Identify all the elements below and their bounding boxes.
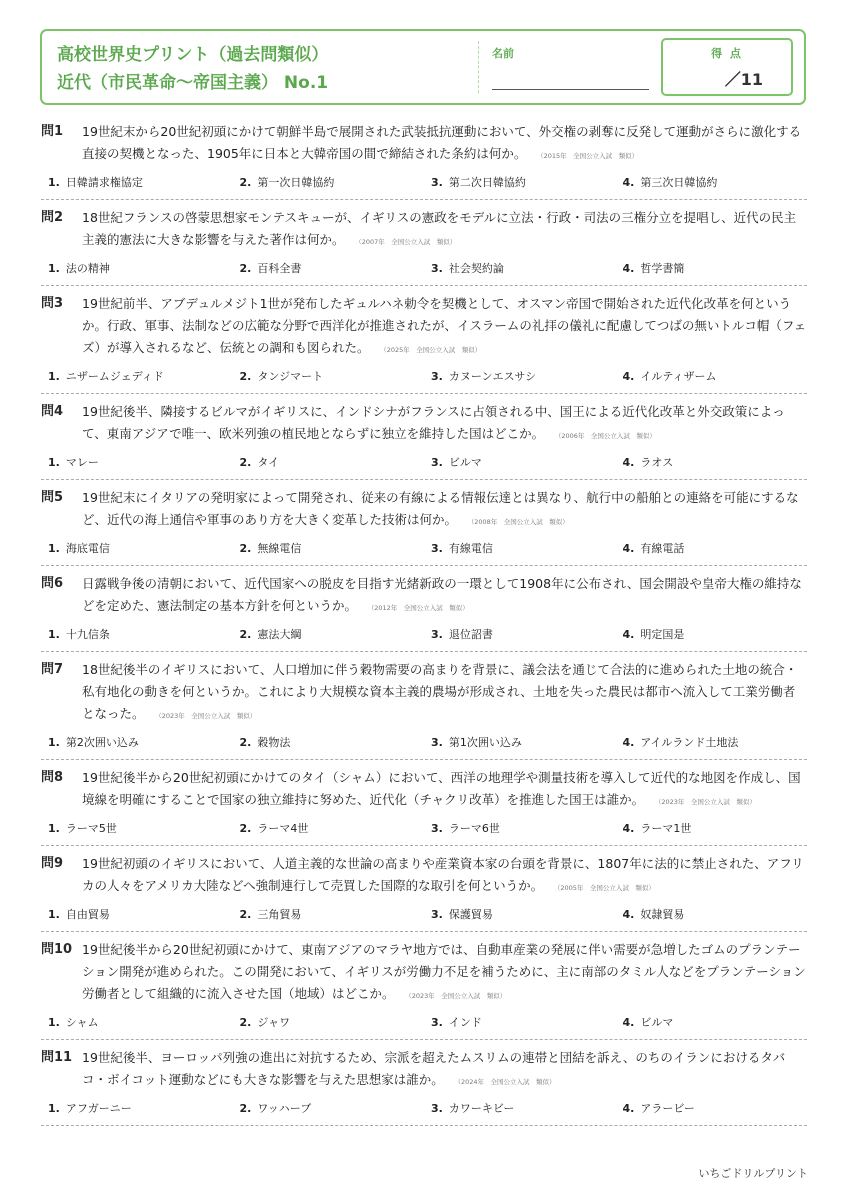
header-box — [40, 29, 806, 105]
question-text: 19世紀後半、隣接するビルマがイギリスに、インドシナがフランスに占領される中、国王による近代化改革と外交政策によって、東南アジアで唯一、欧米列強の植民地とならずに独立を維持した国はどこか。 — [82, 404, 785, 441]
question-number: 問10 — [41, 942, 73, 957]
name-label: 名前 — [492, 47, 514, 60]
question-number: 問5 — [41, 490, 64, 505]
choice-list — [41, 905, 807, 925]
choice-2[interactable]: 2. 三角貿易 — [239, 908, 302, 921]
choice-4[interactable]: 4. 有線電話 — [622, 542, 685, 555]
question-number: 問7 — [41, 662, 64, 677]
question-6 — [41, 573, 807, 652]
choice-4[interactable]: 4. 奴隷貿易 — [622, 908, 685, 921]
choice-list — [41, 173, 807, 193]
choice-4[interactable]: 4. アラービー — [622, 1102, 695, 1115]
choice-1[interactable]: 1. 第2次囲い込み — [48, 736, 139, 749]
question-9 — [41, 853, 807, 932]
title-line-1: 高校世界史プリント（過去問類似） — [57, 45, 329, 65]
question-source: （2025年 全国公立入試 類似） — [383, 346, 482, 354]
choice-4[interactable]: 4. 哲学書簡 — [622, 262, 685, 275]
question-8 — [41, 767, 807, 846]
question-source: （2024年 全国公立入試 類似） — [457, 1078, 556, 1086]
choice-4[interactable]: 4. ラオス — [622, 456, 674, 469]
choice-list — [41, 1099, 807, 1119]
choice-2[interactable]: 2. 百科全書 — [239, 262, 302, 275]
question-source: （2015年 全国公立入試 類似） — [540, 152, 639, 160]
choice-3[interactable]: 3. 有線電信 — [431, 542, 493, 555]
question-1 — [41, 121, 807, 200]
question-text: 19世紀前半、アブデュルメジト1世が発布したギュルハネ勅令を契機として、オスマン帝国で開始された近代化改革を何というか。行政、軍事、法制などの広範な分野で西洋化が推進されたが、イスラームの礼拝の儀礼に配慮してつばの無いトルコ帽（フェズ）が導入されるなど、伝統との調和も図られた。 — [82, 296, 807, 355]
question-source: （2023年 全国公立入試 類似） — [158, 712, 257, 720]
question-number: 問8 — [41, 770, 64, 785]
question-source: （2023年 全国公立入試 類似） — [658, 798, 756, 806]
question-10 — [41, 939, 807, 1040]
question-source: （2007年 全国公立入試 類似） — [358, 238, 457, 246]
choice-4[interactable]: 4. ビルマ — [622, 1016, 674, 1029]
choice-2[interactable]: 2. 憲法大綱 — [239, 628, 302, 641]
choice-3[interactable]: 3. ビルマ — [431, 456, 482, 469]
page-title — [57, 41, 328, 97]
choice-3[interactable]: 3. 退位詔書 — [431, 628, 493, 641]
header-divider — [478, 41, 479, 93]
choice-2[interactable]: 2. 穀物法 — [239, 736, 291, 749]
choice-2[interactable]: 2. タンジマート — [239, 370, 324, 383]
choice-3[interactable]: 3. 第二次日韓協約 — [431, 176, 526, 189]
choice-list — [41, 259, 807, 279]
choice-list — [41, 819, 807, 839]
choice-2[interactable]: 2. 無線電信 — [239, 542, 302, 555]
question-number: 問6 — [41, 576, 64, 591]
question-number: 問11 — [41, 1050, 73, 1065]
choice-4[interactable]: 4. ラーマ1世 — [622, 822, 692, 835]
question-text: 19世紀初頭のイギリスにおいて、人道主義的な世論の高まりや産業資本家の台頭を背景に、1807年に法的に禁止された、アフリカの人々をアメリカ大陸などへ強制連行して売買した国際的な取引を何というか。 — [82, 856, 804, 893]
choice-1[interactable]: 1. マレー — [48, 456, 99, 469]
choice-3[interactable]: 3. 保護貿易 — [431, 908, 493, 921]
question-7 — [41, 659, 807, 760]
choice-list — [41, 733, 807, 753]
choice-3[interactable]: 3. 第1次囲い込み — [431, 736, 522, 749]
choice-list — [41, 367, 807, 387]
score-box — [661, 38, 793, 96]
question-number: 問9 — [41, 856, 64, 871]
choice-3[interactable]: 3. インド — [431, 1016, 482, 1029]
question-2 — [41, 207, 807, 286]
question-number: 問1 — [41, 124, 64, 139]
choice-list — [41, 625, 807, 645]
choice-1[interactable]: 1. 法の精神 — [48, 262, 110, 275]
title-line-2: 近代（市民革命〜帝国主義） No.1 — [57, 73, 329, 93]
question-text: 19世紀後半から20世紀初頭にかけて、東南アジアのマラヤ地方では、自動車産業の発展に伴い需要が急増したゴムのプランテーション開発が進められた。この開発において、イギリスが労働力不足を補うために、主に南部のタミル人などをプランテーション労働者として組織的に流入させた国（地域）はどこか。 — [82, 942, 806, 1001]
question-text: 19世紀後半から20世紀初頭にかけてのタイ（シャム）において、西洋の地理学や測量技術を導入して近代的な地図を作成し、国境線を明確にすることで国家の独立維持に努めた、近代化（チャクリ改革）を推進した国王は誰か。 — [82, 770, 801, 807]
question-number: 問3 — [41, 296, 64, 311]
question-source: （2005年 全国公立入試 類似） — [557, 884, 655, 892]
choice-4[interactable]: 4. アイルランド土地法 — [622, 736, 739, 749]
question-list — [41, 121, 807, 1133]
question-text: 19世紀末から20世紀初頭にかけて朝鮮半島で展開された武装抵抗運動において、外交権の剥奪に反発して運動がさらに激化する直接の契機となった、1905年に日本と大韓帝国の間で締結された条約は何か。 — [82, 124, 802, 161]
question-text: 18世紀フランスの啓蒙思想家モンテスキューが、イギリスの憲政をモデルに立法・行政・司法の三権分立を提唱し、近代の民主主義的憲法に大きな影響を与えた著作は何か。 — [82, 210, 797, 247]
question-number: 問2 — [41, 210, 64, 225]
choice-1[interactable]: 1. 日韓請求権協定 — [48, 176, 143, 189]
choice-1[interactable]: 1. 十九信条 — [48, 628, 110, 641]
choice-3[interactable]: 3. ラーマ6世 — [431, 822, 500, 835]
choice-3[interactable]: 3. カヌーンエスサシ — [431, 370, 537, 383]
score-label: 得 点 — [711, 47, 743, 60]
choice-2[interactable]: 2. ワッハーブ — [239, 1102, 312, 1115]
choice-1[interactable]: 1. 海底電信 — [48, 542, 110, 555]
choice-1[interactable]: 1. 自由貿易 — [48, 908, 110, 921]
question-number: 問4 — [41, 404, 64, 419]
choice-4[interactable]: 4. 第三次日韓協約 — [622, 176, 718, 189]
choice-4[interactable]: 4. 明定国是 — [622, 628, 685, 641]
choice-1[interactable]: 1. ラーマ5世 — [48, 822, 117, 835]
question-4 — [41, 401, 807, 480]
choice-list — [41, 1013, 807, 1033]
choice-3[interactable]: 3. 社会契約論 — [431, 262, 504, 275]
score-total: ／11 — [724, 70, 763, 89]
choice-3[interactable]: 3. カワーキビー — [431, 1102, 515, 1115]
question-3 — [41, 293, 807, 394]
question-source: （2006年 全国公立入試 類似） — [558, 432, 656, 440]
question-source: （2008年 全国公立入試 類似） — [471, 518, 569, 526]
choice-4[interactable]: 4. イルティザーム — [622, 370, 717, 383]
choice-1[interactable]: 1. アフガーニー — [48, 1102, 132, 1115]
question-text: 19世紀後半、ヨーロッパ列強の進出に対抗するため、宗派を超えたムスリムの連帯と団結を訴え、のちのイランにおけるタバコ・ボイコット運動などにも大きな影響を与えた思想家は誰か。 — [82, 1050, 786, 1087]
choice-2[interactable]: 2. タイ — [239, 456, 280, 469]
question-text: 日露戦争後の清朝において、近代国家への脱皮を目指す光緒新政の一環として1908年に公布され、国会開設や皇帝大権の維持などを定めた、憲法制定の基本方針を何というか。 — [82, 576, 802, 613]
question-11 — [41, 1047, 807, 1126]
choice-1[interactable]: 1. シャム — [48, 1016, 99, 1029]
question-text: 18世紀後半のイギリスにおいて、人口増加に伴う穀物需要の高まりを背景に、議会法を通じて合法的に進められた土地の統合・私有地化の動きを何というか。これにより大規模な資本主義的農場が形成され、土地を失った農民は都市へ流入して工業労働者となった。 — [82, 662, 798, 721]
choice-list — [41, 539, 807, 559]
choice-1[interactable]: 1. ニザームジェディド — [48, 370, 164, 383]
question-5 — [41, 487, 807, 566]
footer-brand: いちごドリルプリント — [698, 1167, 808, 1180]
name-field[interactable] — [492, 89, 649, 90]
question-source: （2023年 全国公立入試 類似） — [408, 992, 507, 1000]
choice-2[interactable]: 2. 第一次日韓協約 — [239, 176, 335, 189]
choice-list — [41, 453, 807, 473]
question-text: 19世紀末にイタリアの発明家によって開発され、従来の有線による情報伝達とは異なり、航行中の船舶との連絡を可能にするなど、近代の海上通信や軍事のあり方を大きく変革した技術は何か。 — [82, 490, 799, 527]
question-source: （2012年 全国公立入試 類似） — [371, 604, 469, 612]
choice-2[interactable]: 2. ラーマ4世 — [239, 822, 309, 835]
choice-2[interactable]: 2. ジャワ — [239, 1016, 291, 1029]
